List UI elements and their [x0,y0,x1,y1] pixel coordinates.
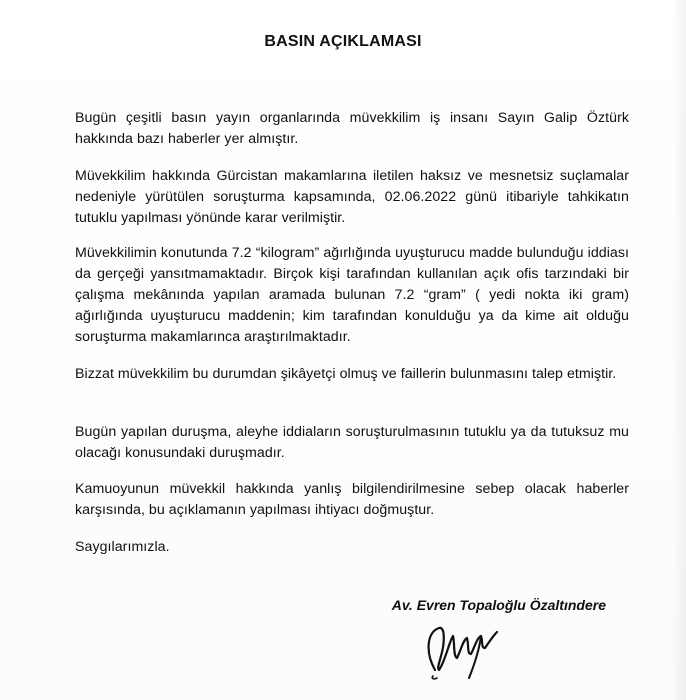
paragraph-4: Bizzat müvekkilim bu durumdan şikâyetçi olmuş ve faillerin bulunmasını talep etmiştir. [75,366,617,382]
paragraph-3: Müvekkilimin konutunda 7.2 “kilogram” ağırlığında uyuşturucu madde bulunduğu iddiası da gerçeği yansıtmamaktadır. Birçok kişi tarafından kullanılan açık ofis tarzındaki bir çalışma mekânında yapılan aramada bulunan 7.2 “gram” ( yedi nokta iki gram) ağırlığında uyuşturucu maddenin; kim tarafından konulduğu ya da kime ait olduğu soruşturma makamlarınca araştırılmaktadır. [75,245,629,345]
closing-salutation: Saygılarımızla. [75,539,170,555]
document-title: BASIN AÇIKLAMASI [264,33,422,50]
paragraph-2: Müvekkilim hakkında Gürcistan makamlarına iletilen haksız ve mesnetsiz suçlamalar nedeniyle yürütülen soruşturma kapsamında, 02.06.2022 günü itibariyle tahkikatın tutuklu yapılması yönünde karar verilmiştir. [75,168,629,226]
signer-name: Av. Evren Topaloğlu Özaltındere [391,597,606,613]
paragraph-5: Bugün yapılan duruşma, aleyhe iddiaların soruşturulmasının tutuklu ya da tutuksuz mu olacağı konusundaki duruşmadır. [75,424,629,461]
paragraph-6: Kamuoyunun müvekkil hakkında yanlış bilgilendirilmesine sebep olacak haberler karşısında, bu açıklamanın yapılması ihtiyacı doğmuştur. [75,481,629,518]
handwritten-signature-icon [415,612,515,682]
page-edge-shadow [672,0,686,700]
paragraph-1: Bugün çeşitli basın yayın organlarında müvekkilim iş insanı Sayın Galip Öztürk hakkında bazı haberler yer almıştır. [75,110,629,147]
